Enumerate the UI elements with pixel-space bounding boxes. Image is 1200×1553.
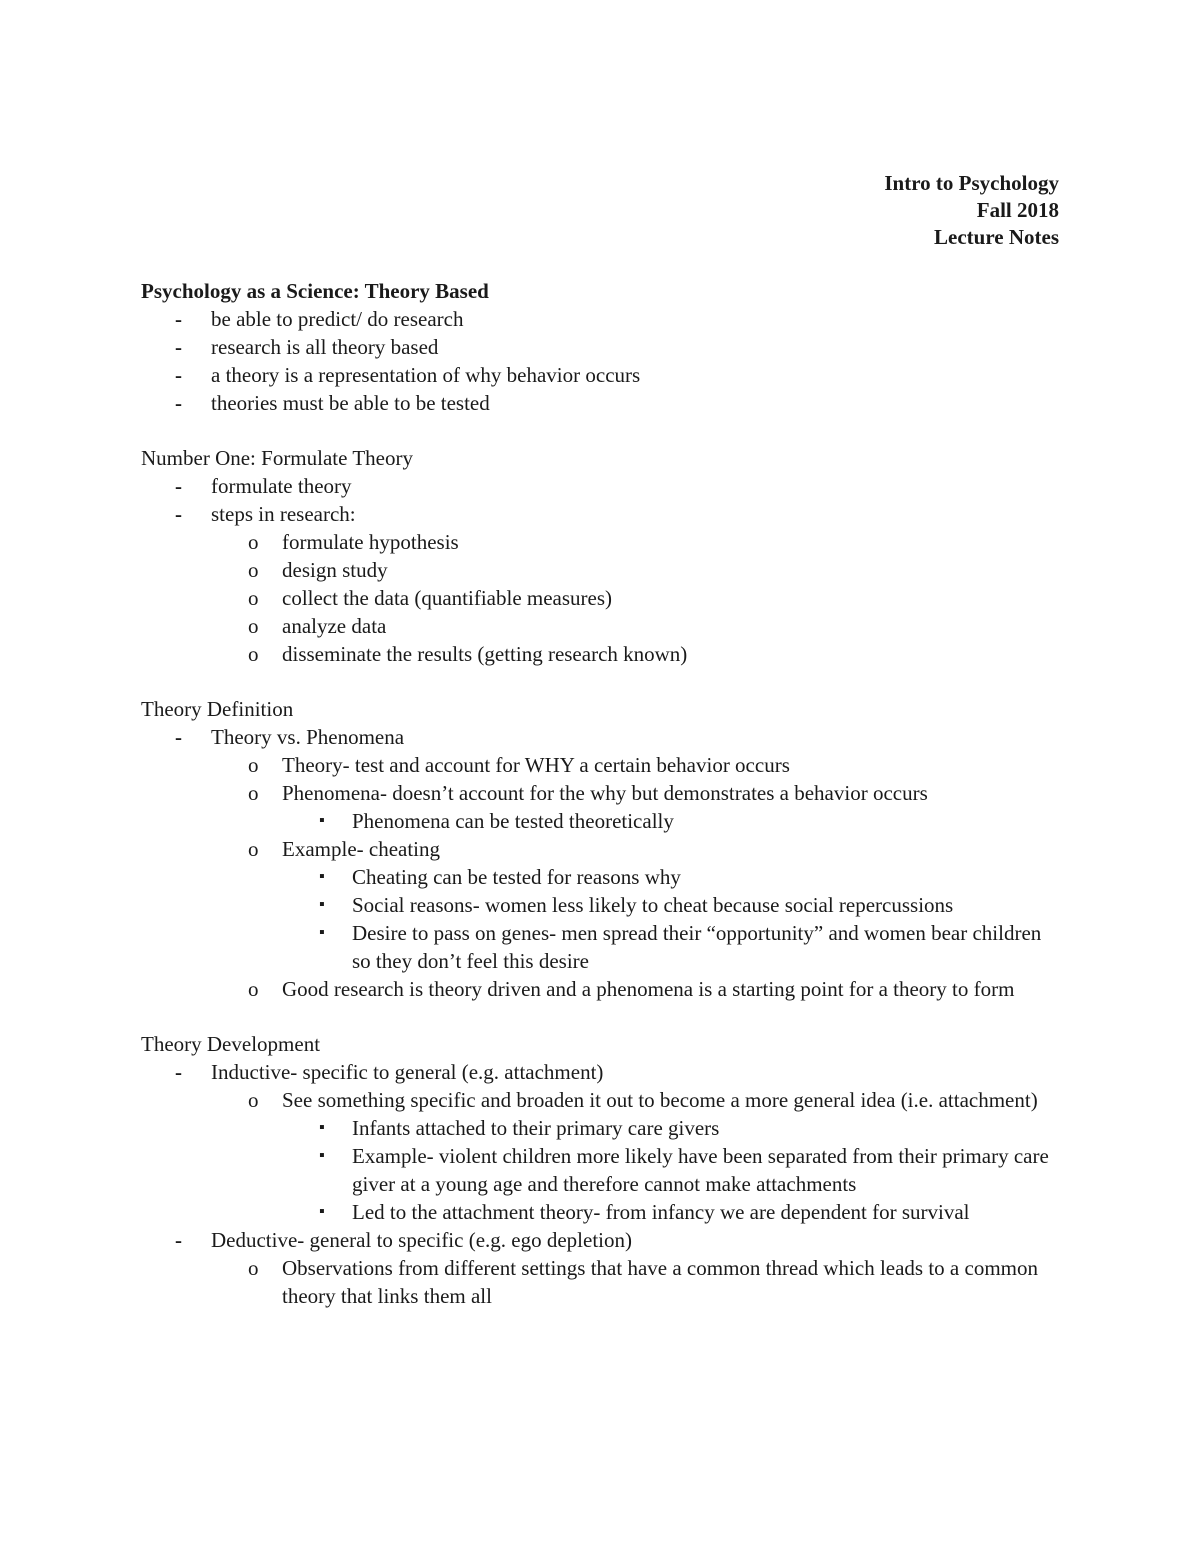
list-item: - steps in research:	[175, 502, 356, 526]
circle-bullet: o	[248, 586, 259, 610]
sub-bullet-list	[141, 1254, 1061, 1310]
course-title: Intro to Psychology	[884, 171, 1059, 195]
square-bullet: ▪	[319, 1147, 325, 1164]
list-item: - theories must be able to be tested	[175, 391, 490, 415]
square-bullet: ▪	[319, 896, 325, 913]
section-psychology-as-science	[141, 277, 1061, 417]
circle-bullet: o	[248, 1256, 259, 1280]
list-item: o analyze data	[248, 614, 387, 638]
dash-bullet: -	[175, 307, 182, 331]
section-title: Psychology as a Science: Theory Based	[141, 279, 489, 303]
dash-bullet: -	[175, 1060, 182, 1084]
sub-bullet-list	[141, 528, 1061, 668]
bullet-list	[141, 472, 1061, 528]
list-item: ▪ Desire to pass on genes- men spread their “opportunity” and women bear children so they don’t feel this desire	[319, 921, 1042, 973]
sub-sub-bullet-list	[141, 807, 1061, 835]
dash-bullet: -	[175, 502, 182, 526]
bullet-list	[141, 1058, 1061, 1086]
circle-bullet: o	[248, 753, 259, 777]
list-item: - formulate theory	[175, 474, 352, 498]
list-item: - Deductive- general to specific (e.g. ego depletion)	[175, 1228, 632, 1252]
list-item: ▪ Example- violent children more likely have been separated from their primary care giver at a young age and therefore cannot make attachments	[319, 1144, 1049, 1196]
list-item: o Phenomena- doesn’t account for the why but demonstrates a behavior occurs	[248, 781, 928, 805]
circle-bullet: o	[248, 837, 259, 861]
section-title: Number One: Formulate Theory	[141, 446, 413, 470]
course-term: Fall 2018	[976, 198, 1059, 222]
notes-body	[141, 277, 1061, 1337]
list-item: o design study	[248, 558, 388, 582]
sub-sub-bullet-list	[141, 1114, 1061, 1226]
list-item: o Observations from different settings that have a common thread which leads to a common theory that links them all	[248, 1256, 1038, 1308]
sub-bullet-list	[141, 751, 1061, 807]
list-item: o disseminate the results (getting research known)	[248, 642, 688, 666]
circle-bullet: o	[248, 614, 259, 638]
sub-bullet-list	[141, 835, 1061, 863]
section-formulate-theory	[141, 444, 1061, 668]
dash-bullet: -	[175, 391, 182, 415]
sub-sub-bullet-list	[141, 863, 1061, 975]
square-bullet: ▪	[319, 1119, 325, 1136]
square-bullet: ▪	[319, 924, 325, 941]
list-item: o Good research is theory driven and a phenomena is a starting point for a theory to form	[248, 977, 1015, 1001]
document-header	[884, 170, 1059, 251]
square-bullet: ▪	[319, 812, 325, 829]
circle-bullet: o	[248, 642, 259, 666]
list-item: - research is all theory based	[175, 335, 439, 359]
list-item: o Example- cheating	[248, 837, 441, 861]
square-bullet: ▪	[319, 1203, 325, 1220]
list-item: - be able to predict/ do research	[175, 307, 464, 331]
list-item: ▪ Led to the attachment theory- from infancy we are dependent for survival	[319, 1200, 970, 1224]
section-theory-development	[141, 1030, 1061, 1310]
dash-bullet: -	[175, 363, 182, 387]
section-title: Theory Definition	[141, 697, 294, 721]
list-item: - Theory vs. Phenomena	[175, 725, 405, 749]
dash-bullet: -	[175, 474, 182, 498]
circle-bullet: o	[248, 1088, 259, 1112]
list-item: ▪ Phenomena can be tested theoretically	[319, 809, 674, 833]
section-theory-definition	[141, 695, 1061, 1003]
square-bullet: ▪	[319, 868, 325, 885]
list-item: - a theory is a representation of why behavior occurs	[175, 363, 641, 387]
sub-bullet-list	[141, 975, 1061, 1003]
bullet-list	[141, 305, 1061, 417]
section-title: Theory Development	[141, 1032, 321, 1056]
list-item: o See something specific and broaden it out to become a more general idea (i.e. attachment)	[248, 1088, 1038, 1112]
dash-bullet: -	[175, 335, 182, 359]
circle-bullet: o	[248, 558, 259, 582]
circle-bullet: o	[248, 977, 259, 1001]
bullet-list	[141, 1226, 1061, 1254]
dash-bullet: -	[175, 1228, 182, 1252]
list-item: ▪ Infants attached to their primary care givers	[319, 1116, 720, 1140]
list-item: ▪ Cheating can be tested for reasons why	[319, 865, 681, 889]
sub-bullet-list	[141, 1086, 1061, 1114]
document-type: Lecture Notes	[934, 225, 1059, 249]
circle-bullet: o	[248, 781, 259, 805]
list-item: o formulate hypothesis	[248, 530, 459, 554]
list-item: o collect the data (quantifiable measures)	[248, 586, 613, 610]
list-item: o Theory- test and account for WHY a certain behavior occurs	[248, 753, 790, 777]
dash-bullet: -	[175, 725, 182, 749]
list-item: - Inductive- specific to general (e.g. attachment)	[175, 1060, 604, 1084]
list-item: ▪ Social reasons- women less likely to cheat because social repercussions	[319, 893, 954, 917]
bullet-list	[141, 723, 1061, 751]
circle-bullet: o	[248, 530, 259, 554]
